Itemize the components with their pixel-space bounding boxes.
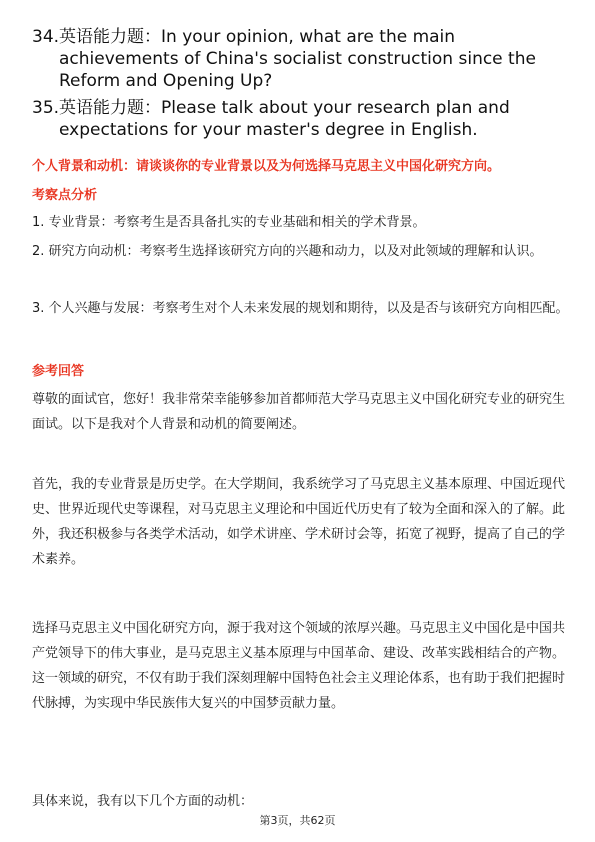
analysis-item: 2. 研究方向动机：考察考生选择该研究方向的兴趣和动力，以及对此领域的理解和认识。 — [32, 244, 543, 259]
page-footer: 第3页，共62页 — [259, 814, 336, 827]
answer-paragraph: 首先，我的专业背景是历史学。在大学期间，我系统学习了马克思主义基本原理、中国近现代史、世界近现代史等课程，对马克思主义理论和中国近代历史有了较为全面和深入的了解。此外，我还积极参与各类学术活动，如学术讲座、学术研讨会等，拓宽了视野，提高了自己的学术素养。 — [32, 477, 566, 567]
question-text: 英语能力题：Please talk about your research plan and expectations for your master's degree in English. — [59, 98, 510, 140]
answer-heading: 参考回答 — [32, 364, 85, 379]
topic-heading: 个人背景和动机：请谈谈你的专业背景以及为何选择马克思主义中国化研究方向。 — [32, 159, 501, 174]
answer-paragraph: 尊敬的面试官，您好！我非常荣幸能够参加首都师范大学马克思主义中国化研究专业的研究生面试。以下是我对个人背景和动机的简要阐述。 — [32, 392, 566, 432]
analysis-item: 3. 个人兴趣与发展：考察考生对个人未来发展的规划和期待，以及是否与该研究方向相匹配。 — [32, 301, 569, 316]
question-text: 英语能力题：In your opinion, what are the main achievements of China's socialist construction since the Reform and Opening Up? — [59, 27, 536, 91]
analysis-heading: 考察点分析 — [32, 188, 98, 203]
answer-paragraph: 选择马克思主义中国化研究方向，源于我对这个领域的浓厚兴趣。马克思主义中国化是中国共产党领导下的伟大事业，是马克思主义基本原理与中国革命、建设、改革实践相结合的产物。这一领域的研究，不仅有助于我们深刻理解中国特色社会主义理论体系，也有助于我们把握时代脉搏，为实现中华民族伟大复兴的中国梦贡献力量。 — [32, 621, 566, 711]
answer-paragraph: 具体来说，我有以下几个方面的动机： — [32, 794, 254, 809]
question-number: 34. — [32, 27, 60, 47]
question-34 — [32, 26, 567, 92]
question-number: 35. — [32, 98, 60, 118]
question-35 — [32, 97, 567, 141]
analysis-item: 1. 专业背景：考察考生是否具备扎实的专业基础和相关的学术背景。 — [32, 215, 426, 230]
